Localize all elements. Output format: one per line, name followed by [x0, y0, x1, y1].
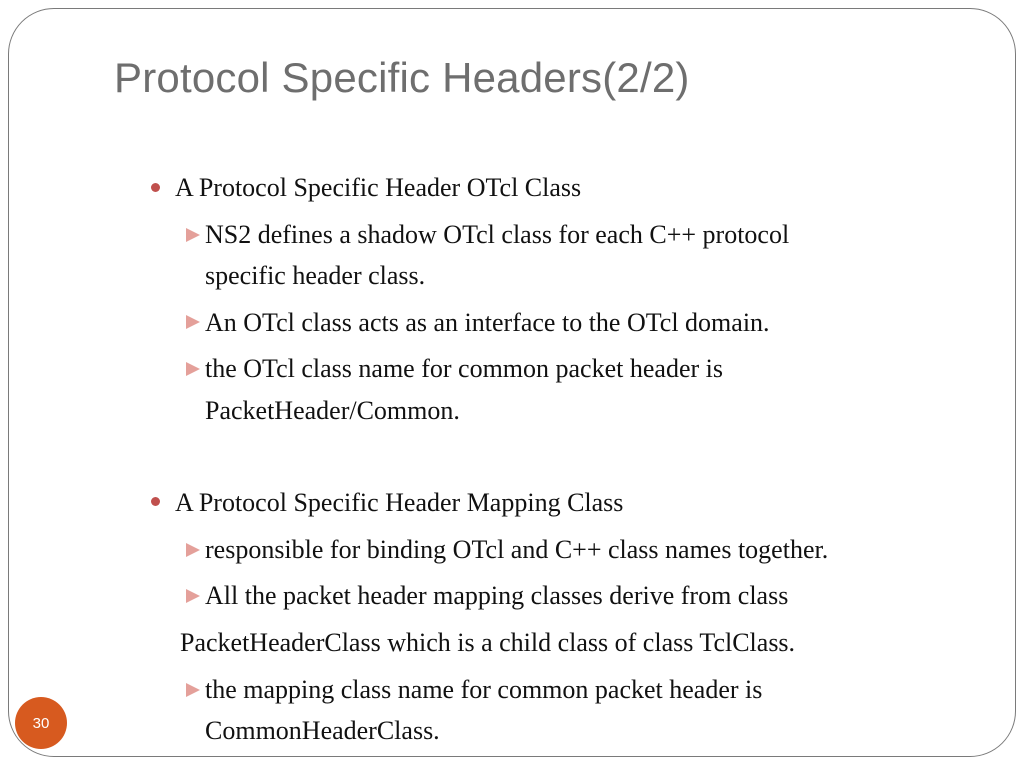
- section2-item2-line1: All the packet header mapping classes derive from class: [205, 581, 789, 610]
- page-number: 30: [32, 714, 50, 732]
- section2-item1-line1: responsible for binding OTcl and C++ class names together.: [205, 535, 829, 564]
- arrow-bullet-icon: [186, 228, 200, 242]
- slide-title: Protocol Specific Headers(2/2): [114, 54, 690, 101]
- section1-item1-line2: specific header class.: [205, 261, 426, 290]
- round-bullet-icon: [151, 497, 160, 506]
- arrow-bullet-icon: [186, 543, 200, 557]
- arrow-bullet-icon: [186, 589, 200, 603]
- section2-item3-line2: CommonHeaderClass.: [205, 716, 440, 745]
- arrow-bullet-icon: [186, 362, 200, 376]
- arrow-bullet-icon: [186, 683, 200, 697]
- section2-item2-line2: PacketHeaderClass which is a child class of class TclClass.: [180, 628, 796, 657]
- round-bullet-icon: [151, 183, 160, 192]
- section1-item3-line2: PacketHeader/Common.: [205, 396, 460, 425]
- section1-item3-line1: the OTcl class name for common packet header is: [205, 354, 723, 383]
- section1-heading: A Protocol Specific Header OTcl Class: [175, 173, 582, 202]
- section2-item3-line1: the mapping class name for common packet header is: [205, 675, 763, 704]
- page-number-badge: [15, 697, 67, 749]
- section1-item1-line1: NS2 defines a shadow OTcl class for each C++ protocol: [205, 220, 790, 249]
- arrow-bullet-icon: [186, 315, 200, 329]
- section1-item2-line1: An OTcl class acts as an interface to the OTcl domain.: [205, 308, 770, 337]
- section2-heading: A Protocol Specific Header Mapping Class: [175, 488, 624, 517]
